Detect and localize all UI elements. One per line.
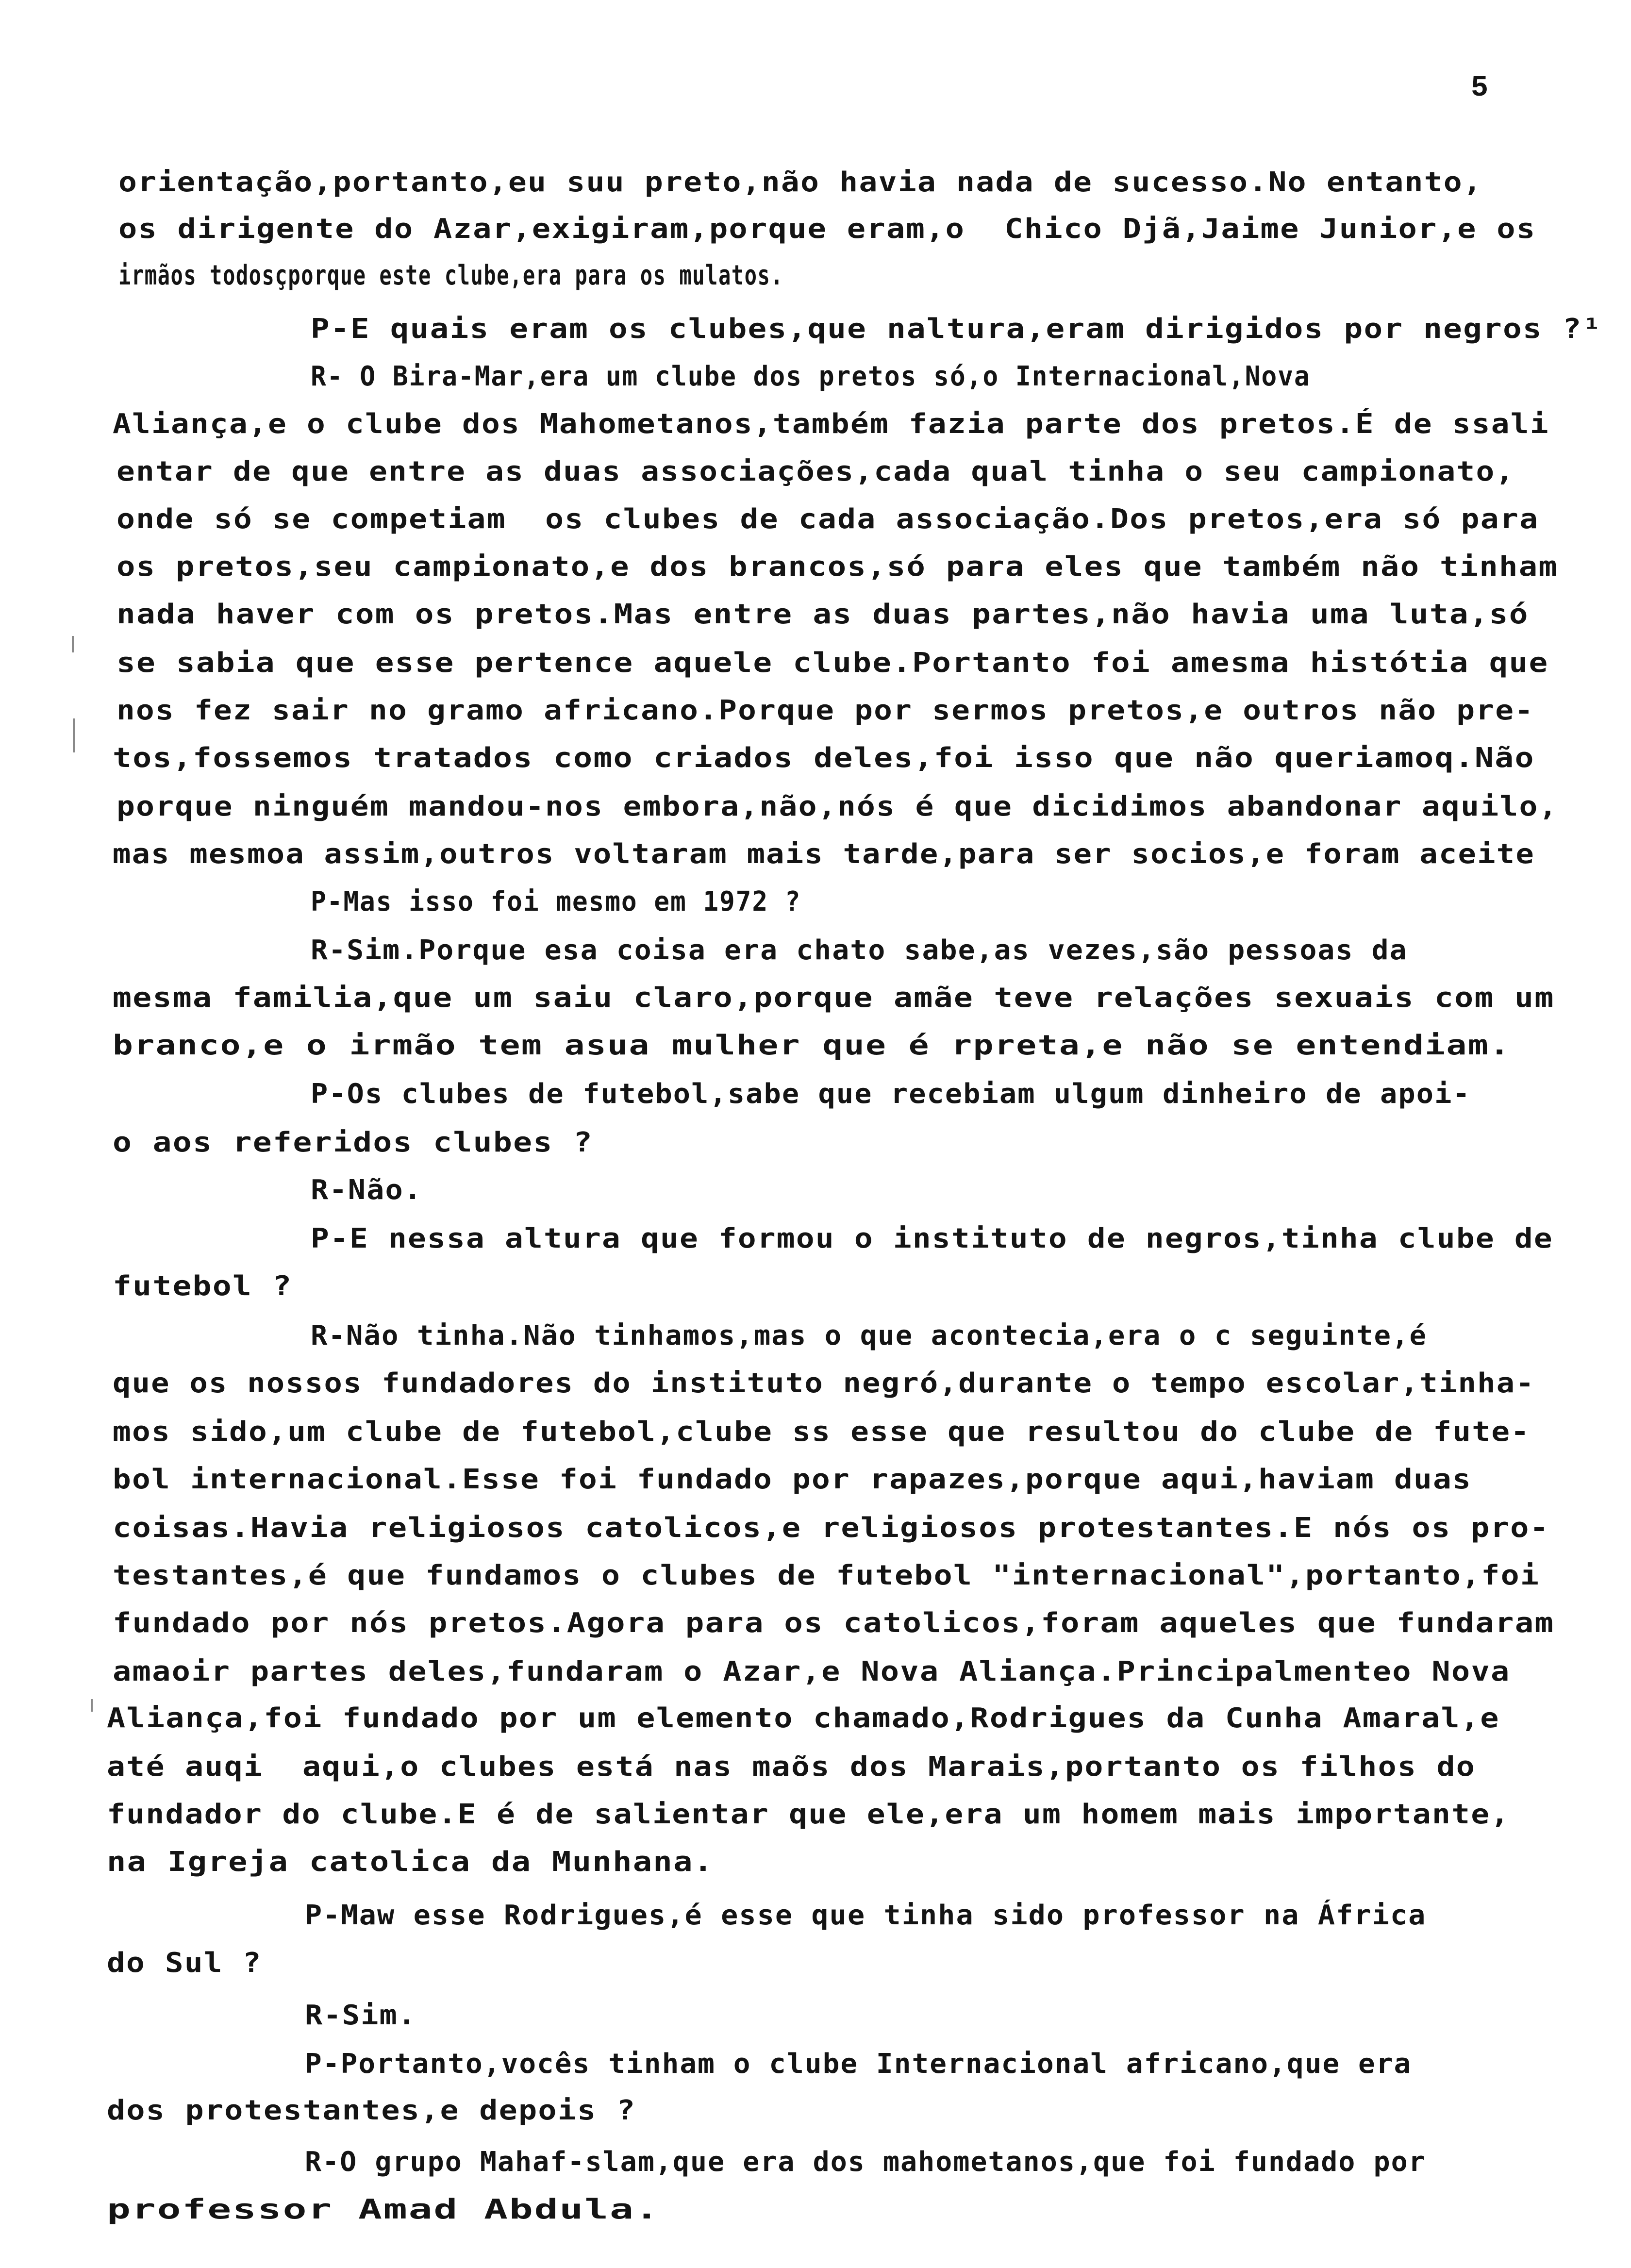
text-line: até auqi aqui,o clubes está nas maõs dos Marais,portanto os filhos do	[107, 1751, 1476, 1783]
text-line: nos fez sair no gramo africano.Porque por sermos pretos,e outros não pre-	[116, 695, 1534, 726]
text-line: futebol ?	[113, 1270, 293, 1302]
text-line: P-Portanto,vocês tinham o clube Internacional africano,que era	[305, 2048, 1412, 2080]
text-line: porque ninguém mandou-nos embora,não,nós é que dicidimos abandonar aquilo,	[116, 791, 1558, 822]
text-line: o aos referidos clubes ?	[113, 1127, 594, 1158]
text-line: P-E quais eram os clubes,que naltura,eram dirigidos por negros ?¹	[311, 313, 1602, 345]
text-line: R-O grupo Mahaf-slam,que era dos mahometanos,que foi fundado por	[305, 2146, 1426, 2178]
text-line: professor Amad Abdula.	[107, 2194, 660, 2225]
text-line: irmãos todosçporque este clube,era para os mulatos.	[118, 260, 784, 291]
text-line: fundado por nós pretos.Agora para os catolicos,foram aqueles que fundaram	[113, 1607, 1555, 1639]
text-line: nada haver com os pretos.Mas entre as duas partes,não havia uma luta,só	[116, 599, 1529, 630]
text-line: se sabia que esse pertence aquele clube.Portanto foi amesma histótia que	[116, 647, 1549, 679]
text-line: mesma familia,que um saiu claro,porque amãe teve relações sexuais com um	[113, 982, 1555, 1014]
margin-mark	[72, 636, 74, 652]
text-line: R-Sim.Porque esa coisa era chato sabe,as vezes,são pessoas da	[311, 934, 1408, 966]
margin-mark	[91, 1699, 93, 1712]
text-line: que os nossos fundadores do instituto negró,durante o tempo escolar,tinha-	[113, 1367, 1535, 1399]
text-line: P-Os clubes de futebol,sabe que recebiam ulgum dinheiro de apoi-	[311, 1078, 1471, 1110]
text-line: fundador do clube.E é de salientar que ele,era um homem mais importante,	[107, 1799, 1510, 1830]
text-line: branco,e o irmão tem asua mulher que é rpreta,e não se entendiam.	[113, 1030, 1511, 1061]
text-line: Aliança,e o clube dos Mahometanos,também fazia parte dos pretos.É de ssali	[113, 408, 1549, 440]
margin-mark	[73, 718, 75, 752]
text-line: na Igreja catolica da Munhana.	[107, 1846, 714, 1878]
text-line: Aliança,foi fundado por um elemento chamado,Rodrigues da Cunha Amaral,e	[107, 1702, 1500, 1734]
text-line: do Sul ?	[107, 1947, 262, 1979]
text-line: mas mesmoa assim,outros voltaram mais tarde,para ser socios,e foram aceite	[113, 838, 1535, 870]
text-line: R-Não.	[311, 1174, 423, 1206]
text-line: R- O Bira-Mar,era um clube dos pretos só,o Internacional,Nova	[311, 361, 1311, 392]
text-line: onde só se competiam os clubes de cada associação.Dos pretos,era só para	[116, 503, 1539, 535]
text-line: coisas.Havia religiosos catolicos,e religiosos protestantes.E nós os pro-	[113, 1512, 1550, 1544]
text-line: os dirigente do Azar,exigiram,porque eram,o Chico Djã,Jaime Junior,e os	[118, 213, 1536, 245]
text-line: tos,fossemos tratados como criados deles,foi isso que não queriamoq.Não	[113, 742, 1535, 774]
text-line: mos sido,um clube de futebol,clube ss esse que resultou do clube de fute-	[113, 1416, 1531, 1448]
text-line: P-Mas isso foi mesmo em 1972 ?	[311, 886, 801, 917]
text-line: orientação,portanto,eu suu preto,não havia nada de sucesso.No entanto,	[118, 167, 1483, 198]
text-line: entar de que entre as duas associações,cada qual tinha o seu campionato,	[116, 456, 1515, 487]
text-line: bol internacional.Esse foi fundado por rapazes,porque aqui,haviam duas	[113, 1464, 1472, 1495]
text-line: amaoir partes deles,fundaram o Azar,e Nova Aliança.Principalmenteo Nova	[113, 1656, 1511, 1687]
text-line: dos protestantes,e depois ?	[107, 2095, 636, 2126]
text-line: P-Maw esse Rodrigues,é esse que tinha sido professor na África	[305, 1900, 1427, 1931]
text-line: os pretos,seu campionato,e dos brancos,só para eles que também não tinham	[116, 551, 1559, 583]
text-line: P-E nessa altura que formou o instituto de negros,tinha clube de	[311, 1223, 1553, 1254]
page-number: 5	[1471, 72, 1489, 105]
text-line: testantes,é que fundamos o clubes de futebol "internacional",portanto,foi	[113, 1560, 1540, 1591]
text-line: R-Sim.	[305, 2000, 417, 2031]
text-line: R-Não tinha.Não tinhamos,mas o que acontecia,era o c seguinte,é	[311, 1320, 1427, 1351]
